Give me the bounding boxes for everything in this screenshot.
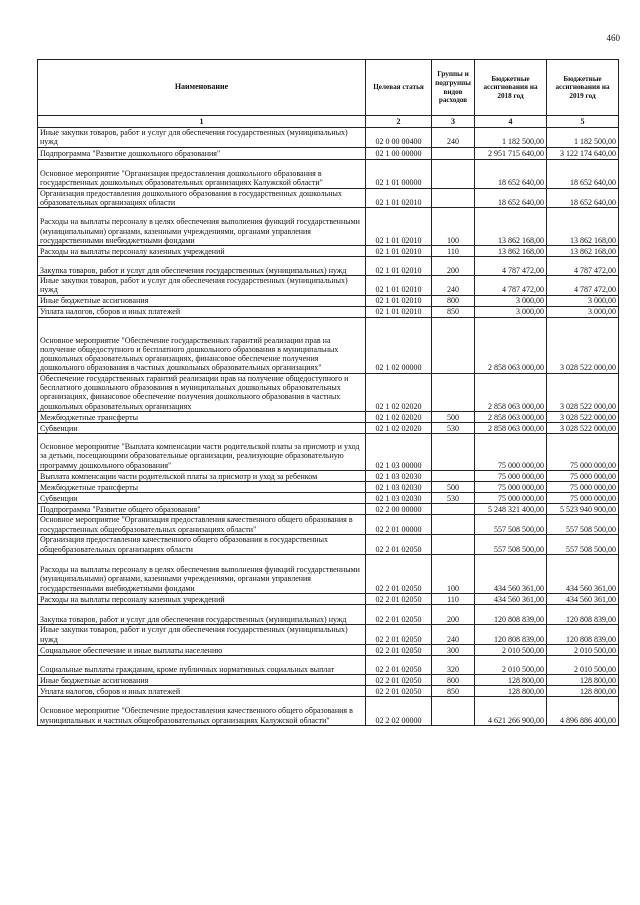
cell-article: 02 1 02 02020 xyxy=(366,411,432,422)
cell-name: Закупка товаров, работ и услуг для обеспечения государственных (муниципальных) нужд xyxy=(38,604,366,624)
cell-name: Уплата налогов, сборов и иных платежей xyxy=(38,306,366,317)
cell-amount-2019: 3 028 522 000,00 xyxy=(547,317,619,373)
cell-amount-2019: 18 652 640,00 xyxy=(547,188,619,208)
table-row xyxy=(38,295,619,306)
table-row xyxy=(38,276,619,296)
cell-amount-2019: 2 010 500,00 xyxy=(547,655,619,674)
cell-amount-2019: 75 000 000,00 xyxy=(547,492,619,503)
cell-amount-2018: 2 010 500,00 xyxy=(475,655,547,674)
cell-name: Основное мероприятие "Обеспечение государственных гарантий реализации прав на получение общедоступного и бесплатного дошкольного образования в муниципальных дошкольных образовательных организациях, финансовое обеспечение получения дошкольного образования в частных дошкольных образовательных организациях" xyxy=(38,317,366,373)
cell-article: 02 1 01 02010 xyxy=(366,295,432,306)
cell-group: 300 xyxy=(432,644,475,655)
cell-amount-2019: 120 808 839,00 xyxy=(547,624,619,644)
cell-article: 02 1 01 02010 xyxy=(366,208,432,246)
cell-group: 800 xyxy=(432,674,475,685)
cell-amount-2018: 75 000 000,00 xyxy=(475,433,547,470)
cell-article: 02 2 01 02050 xyxy=(366,593,432,604)
column-number: 5 xyxy=(547,116,619,128)
cell-group xyxy=(432,503,475,514)
cell-amount-2019: 3 028 522 000,00 xyxy=(547,422,619,433)
cell-group: 850 xyxy=(432,685,475,696)
table-row xyxy=(38,433,619,470)
cell-amount-2018: 2 858 063 000,00 xyxy=(475,411,547,422)
cell-group: 530 xyxy=(432,422,475,433)
cell-amount-2019: 13 862 168,00 xyxy=(547,208,619,246)
table-row xyxy=(38,655,619,674)
page-number: 460 xyxy=(606,33,620,43)
cell-article: 02 2 01 02050 xyxy=(366,604,432,624)
cell-article: 02 2 02 00000 xyxy=(366,696,432,725)
table-row xyxy=(38,644,619,655)
cell-name: Организация предоставления качественного общего образования в государственных общеобразовательных организациях области xyxy=(38,534,366,554)
cell-amount-2018: 557 508 500,00 xyxy=(475,534,547,554)
cell-article: 02 1 02 02020 xyxy=(366,373,432,411)
cell-amount-2019: 5 523 940 900,00 xyxy=(547,503,619,514)
cell-name: Основное мероприятие "Выплата компенсации части родительской платы за присмотр и уход за детьми, посещающими образовательные организации, реализующие образовательную программу дошкольного образования" xyxy=(38,433,366,470)
cell-article: 02 1 01 02010 xyxy=(366,257,432,276)
cell-article: 02 1 01 02010 xyxy=(366,188,432,208)
cell-name: Иные закупки товаров, работ и услуг для обеспечения государственных (муниципальных) нужд xyxy=(38,624,366,644)
table-row xyxy=(38,422,619,433)
cell-article: 02 2 01 02050 xyxy=(366,655,432,674)
table-row xyxy=(38,685,619,696)
cell-amount-2019: 4 896 886 400,00 xyxy=(547,696,619,725)
header-groups: Группы и подгруппы видов расходов xyxy=(432,60,475,116)
table-row xyxy=(38,514,619,534)
table-row xyxy=(38,208,619,246)
table-row xyxy=(38,411,619,422)
cell-amount-2018: 1 182 500,00 xyxy=(475,128,547,148)
cell-amount-2018: 2 858 063 000,00 xyxy=(475,422,547,433)
cell-name: Межбюджетные трансферты xyxy=(38,411,366,422)
cell-amount-2019: 434 560 361,00 xyxy=(547,593,619,604)
cell-group xyxy=(432,188,475,208)
cell-group xyxy=(432,317,475,373)
cell-article: 02 1 00 00000 xyxy=(366,147,432,159)
cell-amount-2018: 434 560 361,00 xyxy=(475,593,547,604)
cell-amount-2019: 4 787 472,00 xyxy=(547,257,619,276)
cell-amount-2018: 4 787 472,00 xyxy=(475,257,547,276)
table-row xyxy=(38,128,619,148)
cell-amount-2019: 4 787 472,00 xyxy=(547,276,619,296)
cell-group: 100 xyxy=(432,554,475,593)
cell-name: Социальное обеспечение и иные выплаты населению xyxy=(38,644,366,655)
header-2019: Бюджетные ассигнования на 2019 год xyxy=(547,60,619,116)
cell-article: 02 1 03 02030 xyxy=(366,481,432,492)
cell-amount-2018: 4 621 266 900,00 xyxy=(475,696,547,725)
header-2018: Бюджетные ассигнования на 2018 год xyxy=(475,60,547,116)
cell-amount-2019: 13 862 168,00 xyxy=(547,246,619,257)
cell-group: 240 xyxy=(432,276,475,296)
cell-group xyxy=(432,514,475,534)
cell-amount-2018: 3 000,00 xyxy=(475,306,547,317)
cell-amount-2018: 120 808 839,00 xyxy=(475,624,547,644)
cell-group: 110 xyxy=(432,246,475,257)
table-row xyxy=(38,188,619,208)
cell-amount-2018: 128 800,00 xyxy=(475,685,547,696)
cell-article: 02 2 01 02050 xyxy=(366,674,432,685)
cell-amount-2018: 2 858 063 000,00 xyxy=(475,373,547,411)
cell-article: 02 1 01 02010 xyxy=(366,246,432,257)
cell-group: 500 xyxy=(432,411,475,422)
cell-amount-2019: 3 000,00 xyxy=(547,306,619,317)
table-row xyxy=(38,492,619,503)
table-row xyxy=(38,246,619,257)
cell-name: Расходы на выплаты персоналу казенных учреждений xyxy=(38,593,366,604)
table-row xyxy=(38,696,619,725)
cell-group: 500 xyxy=(432,481,475,492)
cell-group: 240 xyxy=(432,624,475,644)
cell-amount-2019: 434 560 361,00 xyxy=(547,554,619,593)
cell-amount-2019: 128 800,00 xyxy=(547,685,619,696)
cell-name: Обеспечение государственных гарантий реализации прав на получение общедоступного и бесплатного дошкольного образования в муниципальных дошкольных образовательных организациях, финансовое обеспечение получения дошкольного образования в частных дошкольных образовательных организациях xyxy=(38,373,366,411)
cell-name: Основное мероприятие "Обеспечение предоставления качественного общего образования в муниципальных и частных общеобразовательных организациях Калужской области" xyxy=(38,696,366,725)
cell-article: 02 2 01 02050 xyxy=(366,685,432,696)
cell-name: Расходы на выплаты персоналу в целях обеспечения выполнения функций государственными (муниципальными) органами, казенными учреждениями, органами управления государственными внебюджетными фондами xyxy=(38,554,366,593)
cell-amount-2019: 2 010 500,00 xyxy=(547,644,619,655)
cell-amount-2019: 75 000 000,00 xyxy=(547,481,619,492)
cell-name: Субвенции xyxy=(38,492,366,503)
cell-group xyxy=(432,696,475,725)
cell-group: 110 xyxy=(432,593,475,604)
cell-name: Основное мероприятие "Организация предоставления качественного общего образования в государственных общеобразовательных организациях области" xyxy=(38,514,366,534)
table-row xyxy=(38,554,619,593)
cell-article: 02 2 01 02050 xyxy=(366,624,432,644)
cell-group: 240 xyxy=(432,128,475,148)
cell-group: 800 xyxy=(432,295,475,306)
cell-name: Уплата налогов, сборов и иных платежей xyxy=(38,685,366,696)
cell-name: Расходы на выплаты персоналу в целях обеспечения выполнения функций государственными (муниципальными) органами, казенными учреждениями, органами управления государственными внебюджетными фондами xyxy=(38,208,366,246)
table-row xyxy=(38,674,619,685)
table-body xyxy=(38,128,619,726)
table-row xyxy=(38,373,619,411)
cell-amount-2019: 3 028 522 000,00 xyxy=(547,411,619,422)
cell-group: 200 xyxy=(432,604,475,624)
cell-amount-2019: 3 122 174 640,00 xyxy=(547,147,619,159)
cell-amount-2019: 18 652 640,00 xyxy=(547,159,619,188)
cell-group: 320 xyxy=(432,655,475,674)
cell-amount-2019: 128 800,00 xyxy=(547,674,619,685)
table-row xyxy=(38,604,619,624)
cell-name: Расходы на выплаты персоналу казенных учреждений xyxy=(38,246,366,257)
cell-amount-2019: 3 000,00 xyxy=(547,295,619,306)
table-row xyxy=(38,317,619,373)
column-number: 4 xyxy=(475,116,547,128)
cell-amount-2018: 18 652 640,00 xyxy=(475,188,547,208)
cell-article: 02 2 01 02050 xyxy=(366,644,432,655)
header-name: Наименование xyxy=(38,60,366,116)
cell-name: Закупка товаров, работ и услуг для обеспечения государственных (муниципальных) нужд xyxy=(38,257,366,276)
cell-article: 02 0 00 00400 xyxy=(366,128,432,148)
table-row xyxy=(38,306,619,317)
cell-article: 02 2 00 00000 xyxy=(366,503,432,514)
table-header-row xyxy=(38,60,619,116)
cell-amount-2018: 13 862 168,00 xyxy=(475,246,547,257)
cell-group xyxy=(432,147,475,159)
cell-group: 100 xyxy=(432,208,475,246)
cell-amount-2019: 557 508 500,00 xyxy=(547,534,619,554)
cell-group xyxy=(432,433,475,470)
cell-article: 02 1 03 00000 xyxy=(366,433,432,470)
cell-group xyxy=(432,159,475,188)
cell-amount-2019: 75 000 000,00 xyxy=(547,470,619,481)
cell-amount-2018: 128 800,00 xyxy=(475,674,547,685)
cell-amount-2019: 3 028 522 000,00 xyxy=(547,373,619,411)
cell-group: 850 xyxy=(432,306,475,317)
cell-name: Подпрограмма "Развитие дошкольного образования" xyxy=(38,147,366,159)
budget-table xyxy=(37,59,619,726)
cell-amount-2018: 5 248 321 400,00 xyxy=(475,503,547,514)
cell-name: Выплата компенсации части родительской платы за присмотр и уход за ребенком xyxy=(38,470,366,481)
column-number: 2 xyxy=(366,116,432,128)
cell-amount-2018: 3 000,00 xyxy=(475,295,547,306)
cell-amount-2018: 75 000 000,00 xyxy=(475,470,547,481)
cell-amount-2018: 75 000 000,00 xyxy=(475,481,547,492)
cell-name: Основное мероприятие "Организация предоставления дошкольного образования в государственных дошкольных образовательных организациях Калужской области" xyxy=(38,159,366,188)
cell-amount-2018: 2 858 063 000,00 xyxy=(475,317,547,373)
table-row xyxy=(38,624,619,644)
cell-group xyxy=(432,470,475,481)
table-row xyxy=(38,159,619,188)
cell-name: Иные закупки товаров, работ и услуг для обеспечения государственных (муниципальных) нужд xyxy=(38,128,366,148)
column-number: 3 xyxy=(432,116,475,128)
cell-article: 02 1 02 02020 xyxy=(366,422,432,433)
cell-group xyxy=(432,534,475,554)
cell-amount-2018: 2 010 500,00 xyxy=(475,644,547,655)
cell-amount-2019: 1 182 500,00 xyxy=(547,128,619,148)
table-row xyxy=(38,534,619,554)
cell-name: Субвенции xyxy=(38,422,366,433)
table-row xyxy=(38,257,619,276)
column-number-row xyxy=(38,116,619,128)
table-row xyxy=(38,503,619,514)
cell-group: 200 xyxy=(432,257,475,276)
cell-amount-2018: 2 951 715 640,00 xyxy=(475,147,547,159)
cell-article: 02 1 01 02010 xyxy=(366,306,432,317)
column-number: 1 xyxy=(38,116,366,128)
cell-article: 02 2 01 00000 xyxy=(366,514,432,534)
table-row xyxy=(38,470,619,481)
cell-amount-2019: 557 508 500,00 xyxy=(547,514,619,534)
cell-amount-2018: 434 560 361,00 xyxy=(475,554,547,593)
header-article: Целевая статья xyxy=(366,60,432,116)
cell-amount-2018: 75 000 000,00 xyxy=(475,492,547,503)
cell-amount-2018: 4 787 472,00 xyxy=(475,276,547,296)
cell-article: 02 1 01 02010 xyxy=(366,276,432,296)
cell-name: Межбюджетные трансферты xyxy=(38,481,366,492)
cell-amount-2018: 18 652 640,00 xyxy=(475,159,547,188)
cell-article: 02 2 01 02050 xyxy=(366,554,432,593)
cell-group xyxy=(432,373,475,411)
cell-group: 530 xyxy=(432,492,475,503)
cell-amount-2019: 120 808 839,00 xyxy=(547,604,619,624)
cell-name: Иные бюджетные ассигнования xyxy=(38,674,366,685)
cell-article: 02 2 01 02050 xyxy=(366,534,432,554)
cell-amount-2018: 557 508 500,00 xyxy=(475,514,547,534)
cell-name: Иные бюджетные ассигнования xyxy=(38,295,366,306)
cell-name: Социальные выплаты гражданам, кроме публичных нормативных социальных выплат xyxy=(38,655,366,674)
cell-amount-2018: 13 862 168,00 xyxy=(475,208,547,246)
cell-name: Организация предоставления дошкольного образования в государственных дошкольных образовательных организациях области xyxy=(38,188,366,208)
table-row xyxy=(38,147,619,159)
table-row xyxy=(38,593,619,604)
cell-amount-2019: 75 000 000,00 xyxy=(547,433,619,470)
cell-amount-2018: 120 808 839,00 xyxy=(475,604,547,624)
table-row xyxy=(38,481,619,492)
cell-article: 02 1 03 02030 xyxy=(366,492,432,503)
cell-article: 02 1 01 00000 xyxy=(366,159,432,188)
cell-name: Подпрограмма "Развитие общего образования" xyxy=(38,503,366,514)
cell-article: 02 1 02 00000 xyxy=(366,317,432,373)
cell-name: Иные закупки товаров, работ и услуг для обеспечения государственных (муниципальных) нужд xyxy=(38,276,366,296)
cell-article: 02 1 03 02030 xyxy=(366,470,432,481)
